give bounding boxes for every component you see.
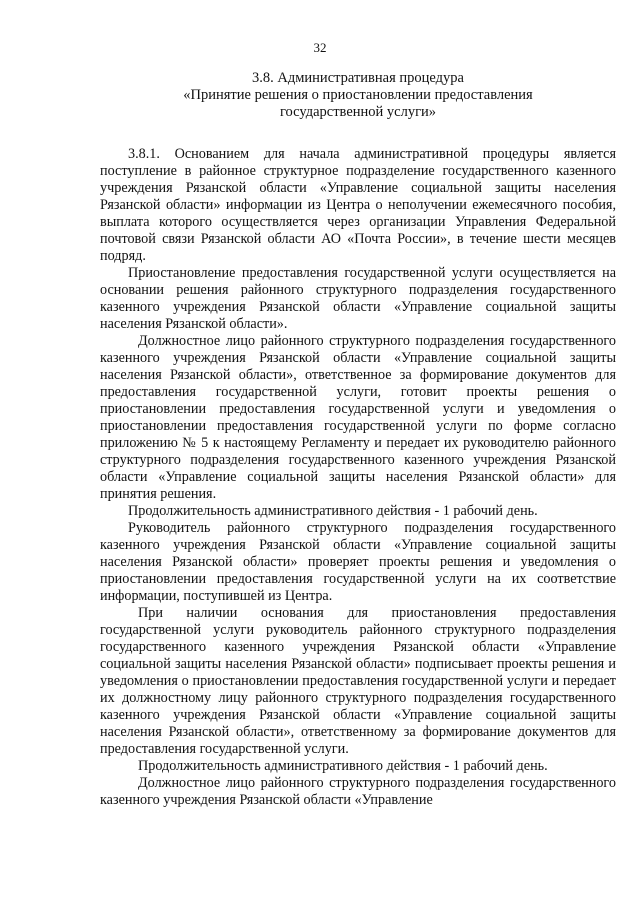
paragraph: Продолжительность административного действия - 1 рабочий день.	[128, 503, 538, 519]
paragraph: Должностное лицо районного структурного подразделения государственного казенного учреждения Рязанской области «Управление социальной защиты населения Рязанской области», ответственное за формирование документов для предоставления государственной услуги, готовит проекты решения о приостановлении предоставления государственной услуги и уведомления о приостановлении предоставления государственной услуги по форме согласно приложению № 5 к настоящему Регламенту и передает их руководителю районного структурного подразделения государственного казенного учреждения Рязанской области «Управление социальной защиты населения Рязанской области» для принятия решения.	[100, 333, 616, 502]
section-title-line: «Принятие решения о приостановлении предоставления	[183, 87, 533, 103]
paragraph: Должностное лицо районного структурного подразделения государственного казенного учреждения Рязанской области «Управление	[100, 775, 616, 808]
paragraph: Приостановление предоставления государственной услуги осуществляется на основании решения районного структурного подразделения государственного казенного учреждения Рязанской области «Управление социальной защиты населения Рязанской области».	[100, 265, 616, 332]
section-title	[100, 70, 616, 121]
paragraph: 3.8.1. Основанием для начала административной процедуры является поступление в районное структурное подразделение государственного казенного учреждения Рязанской области «Управление социальной защиты населения Рязанской области» информации из Центра о неполучении ежемесячного пособия, выплата которого осуществляется через организации Управления Федеральной почтовой связи Рязанской области АО «Почта России», в течение шести месяцев подряд.	[100, 146, 616, 264]
paragraph: Продолжительность административного действия - 1 рабочий день.	[138, 758, 548, 774]
page-number: 32	[313, 40, 327, 55]
section-title-line: государственной услуги»	[279, 104, 437, 120]
section-title-line: 3.8. Административная процедура	[252, 70, 464, 86]
document-body	[100, 146, 616, 809]
paragraph: При наличии основания для приостановления предоставления государственной услуги руководитель районного структурного подразделения государственного казенного учреждения Рязанской области «Управление социальной защиты населения Рязанской области» подписывает проекты решения и уведомления о приостановлении предоставления государственной услуги и передает их должностному лицу районного структурного подразделения государственного казенного учреждения Рязанской области «Управление социальной защиты населения Рязанской области», ответственному за формирование документов для предоставления государственной услуги.	[100, 605, 616, 757]
paragraph: Руководитель районного структурного подразделения государственного казенного учреждения Рязанской области «Управление социальной защиты населения Рязанской области» проверяет проекты решения и уведомления о приостановлении предоставления государственной услуги на их соответствие информации, поступившей из Центра.	[100, 520, 616, 604]
